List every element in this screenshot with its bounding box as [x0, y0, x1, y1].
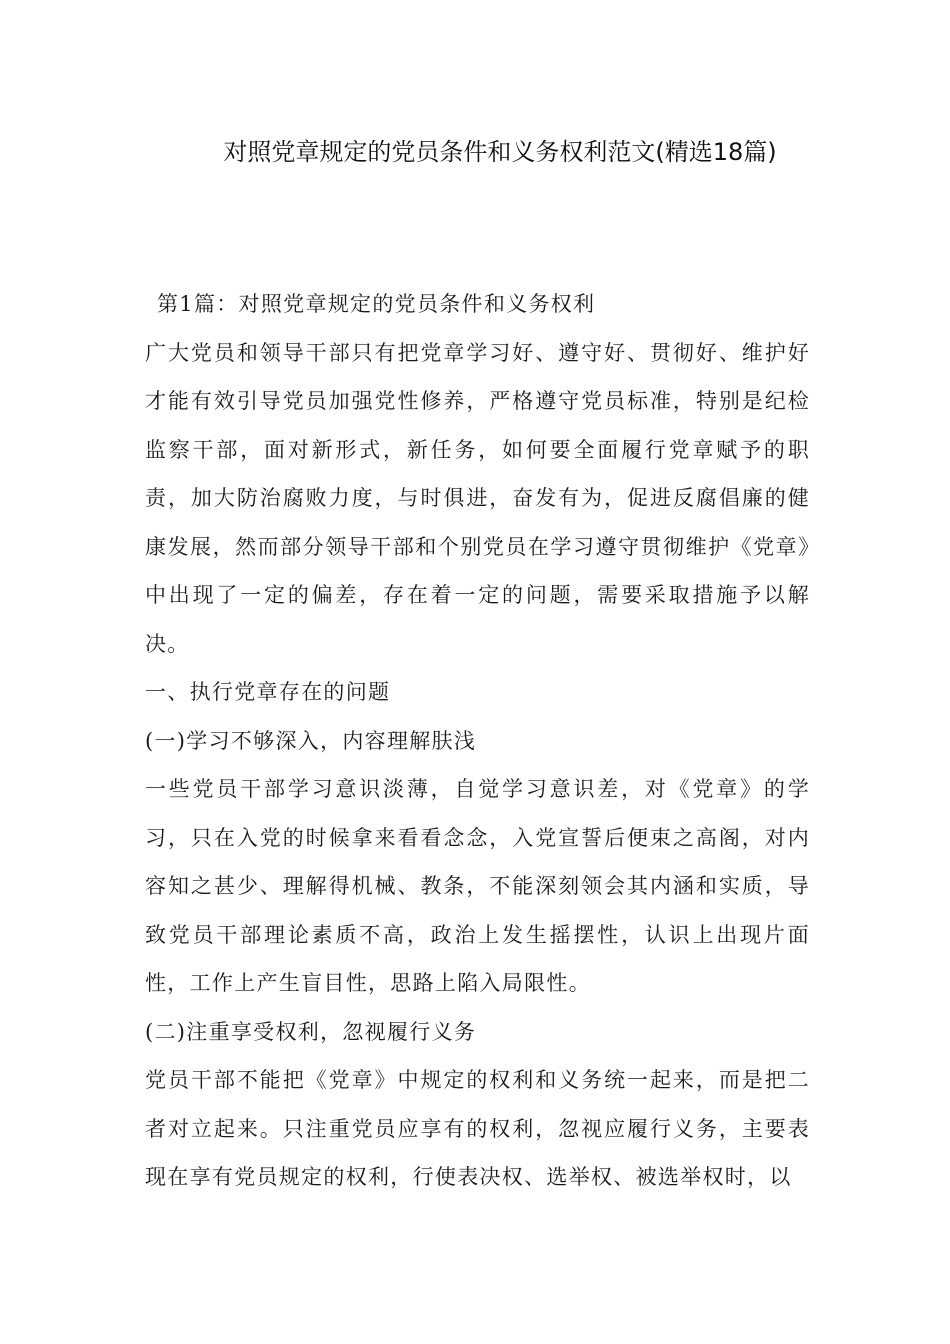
chapter-heading: 第1篇：对照党章规定的党员条件和义务权利: [157, 292, 596, 316]
subsection-heading: (一)学习不够深入，内容理解肤浅: [145, 728, 477, 753]
subsection-heading: (二)注重享受权利，忽视履行义务: [145, 1019, 477, 1044]
paragraph: 广大党员和领导干部只有把党章学习好、遵守好、贯彻好、维护好才能有效引导党员加强党性修养，严格遵守党员标准，特别是纪检监察干部，面对新形式，新任务，如何要全面履行党章赋予的职责，加大防治腐败力度，与时俱进，奋发有为，促进反腐倡廉的健康发展，然而部分领导干部和个别党员在学习遵守贯彻维护《党章》中出现了一定的偏差，存在着一定的问题，需要采取措施予以解决。: [145, 340, 810, 656]
section-heading: 一、执行党章存在的问题: [145, 680, 391, 704]
paragraph: 党员干部不能把《党章》中规定的权利和义务统一起来，而是把二者对立起来。只注重党员应享有的权利，忽视应履行义务，主要表现在享有党员规定的权利，行使表决权、选举权、被选举权时，以: [145, 1068, 810, 1189]
document-body: [145, 280, 810, 1202]
document-title: 对照党章规定的党员条件和义务权利范文(精选18篇): [223, 138, 777, 166]
paragraph: 一些党员干部学习意识淡薄，自觉学习意识差，对《党章》的学习，只在入党的时候拿来看看念念，入党宣誓后便束之高阁，对内容知之甚少、理解得机械、教条，不能深刻领会其内涵和实质，导致党员干部理论素质不高，政治上发生摇摆性，认识上出现片面性，工作上产生盲目性，思路上陷入局限性。: [145, 777, 810, 995]
